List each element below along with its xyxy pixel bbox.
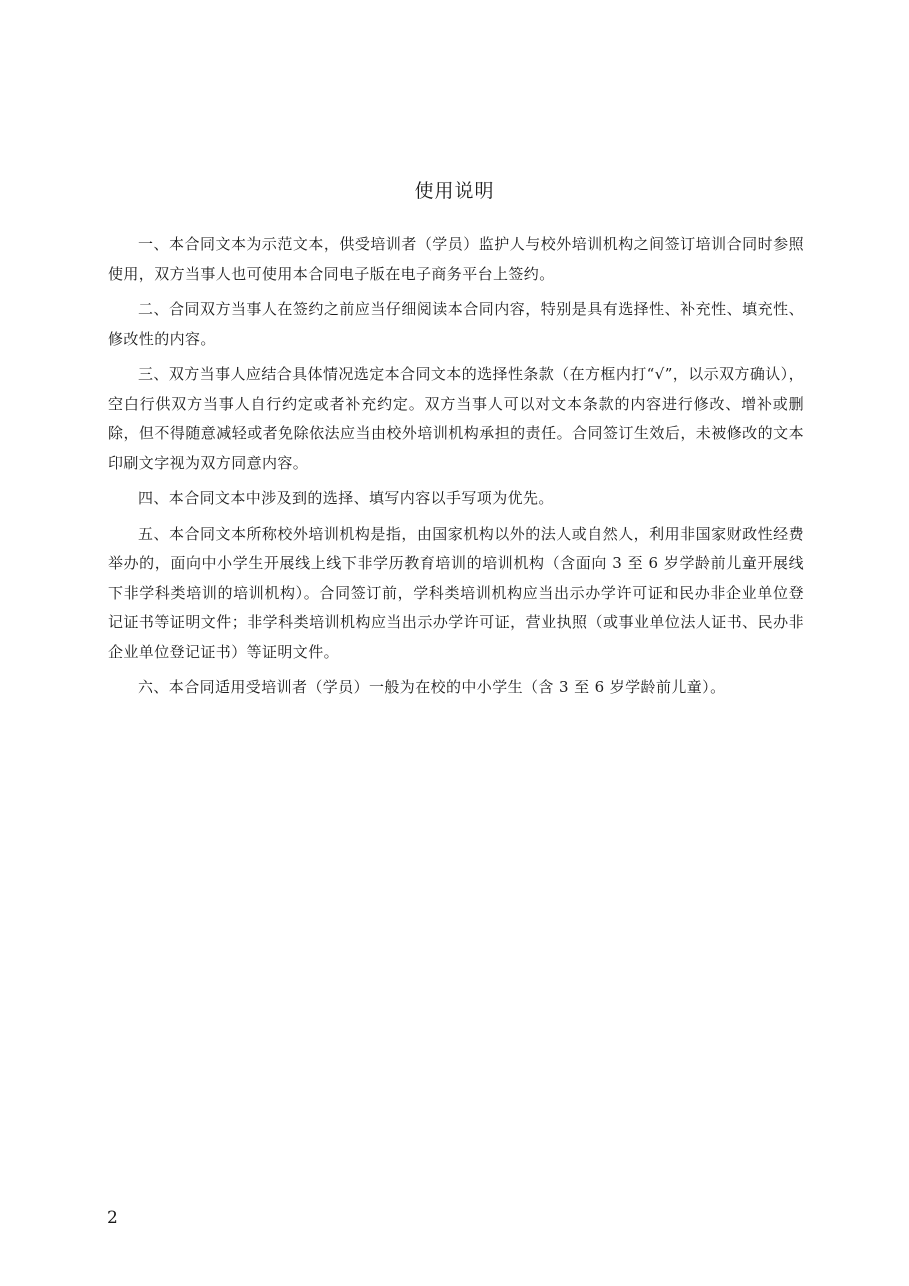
instruction-paragraph-4: 四、本合同文本中涉及到的选择、填写内容以手写项为优先。 — [138, 489, 554, 507]
instruction-paragraph-3: 三、双方当事人应结合具体情况选定本合同文本的选择性条款（在方框内打“√”，以示双方确认），空白行供双方当事人自行约定或者补充约定。双方当事人可以对文本条款的内容进行修改、增补或删除，但不得随意减轻或者免除依法应当由校外培训机构承担的责任。合同签订生效后，未被修改的文本印刷文字视为双方同意内容。 — [108, 365, 804, 472]
page-title: 使用说明 — [414, 180, 495, 202]
instructions-body — [108, 230, 804, 709]
instruction-paragraph-1: 一、本合同文本为示范文本，供受培训者（学员）监护人与校外培训机构之间签订培训合同时参照使用，双方当事人也可使用本合同电子版在电子商务平台上签约。 — [108, 235, 804, 283]
instruction-paragraph-6: 六、本合同适用受培训者（学员）一般为在校的中小学生（含 3 至 6 岁学龄前儿童）。 — [138, 678, 726, 696]
instruction-paragraph-2: 二、合同双方当事人在签约之前应当仔细阅读本合同内容，特别是具有选择性、补充性、填充性、修改性的内容。 — [108, 300, 804, 348]
page-number: 2 — [107, 1208, 118, 1228]
instruction-paragraph-5: 五、本合同文本所称校外培训机构是指，由国家机构以外的法人或自然人，利用非国家财政性经费举办的，面向中小学生开展线上线下非学历教育培训的培训机构（含面向 3 至 6 岁学龄前儿童开展线下非学科类培训的培训机构）。合同签订前，学科类培训机构应当出示办学许可证和民办非企业单位登记证书等证明文件；非学科类培训机构应当出示办学许可证，营业执照（或事业单位法人证书、民办非企业单位登记证书）等证明文件。 — [108, 524, 804, 661]
